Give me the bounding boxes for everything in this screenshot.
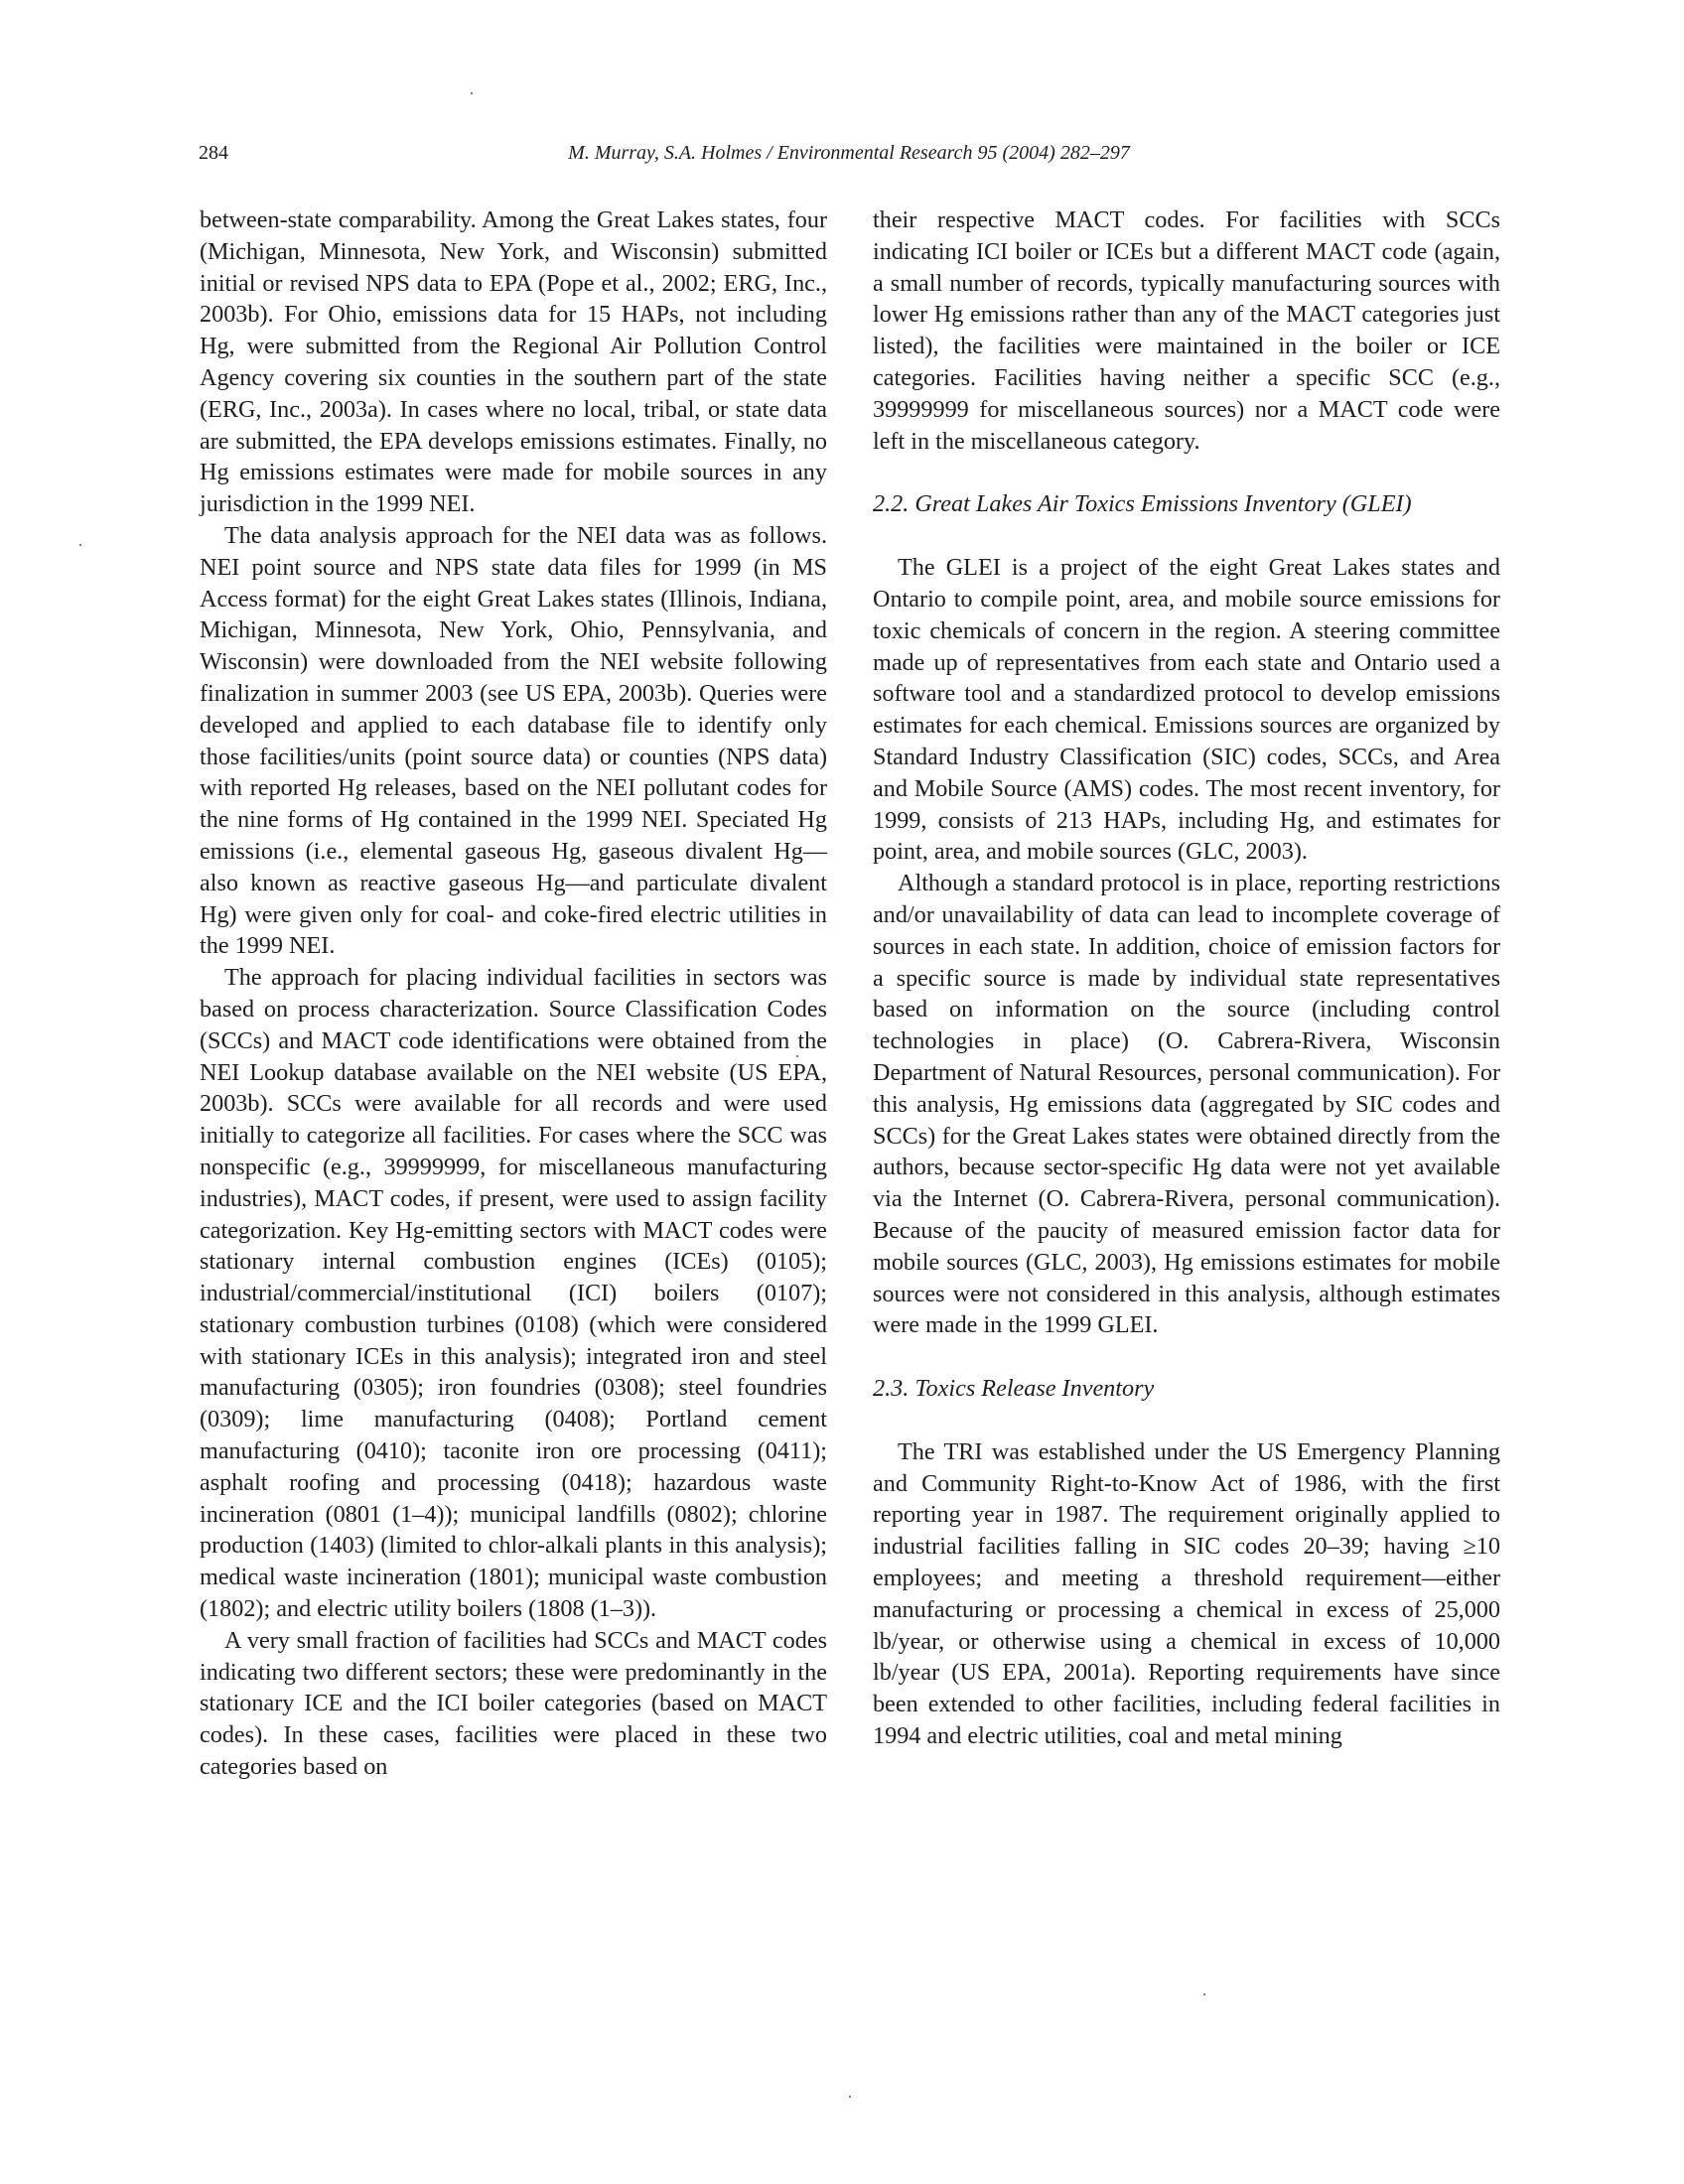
scan-speck [849,2096,851,2098]
scan-speck [79,544,81,546]
section-heading: 2.3. Toxics Release Inventory [873,1375,1155,1403]
paragraph: between-state comparability. Among the Great Lakes states, four (Michigan, Minnesota, New York, and Wisconsin) submitted initial or revised NPS data to EPA (Pope et al., 2002; ERG, Inc., 2003b). For Ohio, emissions data for 15 HAPs, not including Hg, were submitted from the Regional Air Pollution Control Agency covering six counties in the southern part of the state (ERG, Inc., 2003a). In cases where no local, tribal, or state data are submitted, the EPA develops emissions estimates. Finally, no Hg emissions estimates were made for mobile sources in any jurisdiction in the 1999 NEI. [200,206,827,518]
running-head: M. Murray, S.A. Holmes / Environmental Research 95 (2004) 282–297 [568,142,1130,164]
page-number: 284 [199,142,228,164]
right-column [873,205,1500,1752]
scan-speck [796,1055,798,1057]
paragraph: their respective MACT codes. For facilities with SCCs indicating ICI boiler or ICEs but a different MACT code (again, a small number of records, typically manufacturing sources with lower Hg emissions rather than any of the MACT categories just listed), the facilities were maintained in the boiler or ICE categories. Facilities having neither a specific SCC (e.g., 39999999 for miscellaneous sources) nor a MACT code were left in the miscellaneous category. [873,206,1500,455]
section-heading: 2.2. Great Lakes Air Toxics Emissions Inventory (GLEI) [873,490,1412,518]
left-column [200,205,827,1783]
paragraph: The data analysis approach for the NEI data was as follows. NEI point source and NPS state data files for 1999 (in MS Access format) for the eight Great Lakes states (Illinois, Indiana, Michigan, Minnesota, New York, Ohio, Pennsylvania, and Wisconsin) were downloaded from the NEI website following finalization in summer 2003 (see US EPA, 2003b). Queries were developed and applied to each database file to identify only those facilities/units (point source data) or counties (NPS data) with reported Hg releases, based on the NEI pollutant codes for the nine forms of Hg contained in the 1999 NEI. Speciated Hg emissions (i.e., elemental gaseous Hg, gaseous divalent Hg—also known as reactive gaseous Hg—and particulate divalent Hg) were given only for coal- and coke-fired electric utilities in the 1999 NEI. [200,521,827,960]
page-header [199,142,1499,178]
scan-speck [1203,1993,1205,1995]
scan-speck [471,92,473,94]
paragraph: The TRI was established under the US Emergency Planning and Community Right-to-Know Act of 1986, with the first reporting year in 1987. The requirement originally applied to industrial facilities falling in SIC codes 20–39; having ≥10 employees; and meeting a threshold requirement—either manufacturing or processing a chemical in excess of 25,000 lb/year, or otherwise using a chemical in excess of 10,000 lb/year (US EPA, 2001a). Reporting requirements have since been extended to other facilities, including federal facilities in 1994 and electric utilities, coal and metal mining [873,1437,1500,1750]
paragraph: The approach for placing individual facilities in sectors was based on process characterization. Source Classification Codes (SCCs) and MACT code identifications were obtained from the NEI Lookup database available on the NEI website (US EPA, 2003b). SCCs were available for all records and were used initially to categorize all facilities. For cases where the SCC was nonspecific (e.g., 39999999, for miscellaneous manufacturing industries), MACT codes, if present, were used to assign facility categorization. Key Hg-emitting sectors with MACT codes were stationary internal combustion engines (ICEs) (0105); industrial/commercial/institutional (ICI) boilers (0107); stationary combustion turbines (0108) (which were considered with stationary ICEs in this analysis); integrated iron and steel manufacturing (0305); iron foundries (0308); steel foundries (0309); lime manufacturing (0408); Portland cement manufacturing (0410); taconite iron ore processing (0411); asphalt roofing and processing (0418); hazardous waste incineration (0801 (1–4)); municipal landfills (0802); chlorine production (1403) (limited to chlor-alkali plants in this analysis); medical waste incineration (1801); municipal waste combustion (1802); and electric utility boilers (1808 (1–3)). [200,964,827,1623]
paragraph: A very small fraction of facilities had SCCs and MACT codes indicating two different sectors; these were predominantly in the stationary ICE and the ICI boiler categories (based on MACT codes). In these cases, facilities were placed in these two categories based on [200,1626,827,1781]
paragraph: Although a standard protocol is in place, reporting restrictions and/or unavailability of data can lead to incomplete coverage of sources in each state. In addition, choice of emission factors for a specific source is made by individual state representatives based on information on the source (including control technologies in place) (O. Cabrera-Rivera, Wisconsin Department of Natural Resources, personal communication). For this analysis, Hg emissions data (aggregated by SIC codes and SCCs) for the Great Lakes states were obtained directly from the authors, because sector-specific Hg data were not yet available via the Internet (O. Cabrera-Rivera, personal communication). Because of the paucity of measured emission factor data for mobile sources (GLC, 2003), Hg emissions estimates for mobile sources were not considered in this analysis, although estimates were made in the 1999 GLEI. [873,870,1500,1339]
paragraph: The GLEI is a project of the eight Great Lakes states and Ontario to compile point, area, and mobile source emissions for toxic chemicals of concern in the region. A steering committee made up of representatives from each state and Ontario used a software tool and a standardized protocol to develop emissions estimates for each chemical. Emissions sources are organized by Standard Industry Classification (SIC) codes, SCCs, and Area and Mobile Source (AMS) codes. The most recent inventory, for 1999, consists of 213 HAPs, including Hg, and estimates for point, area, and mobile sources (GLC, 2003). [873,554,1500,866]
